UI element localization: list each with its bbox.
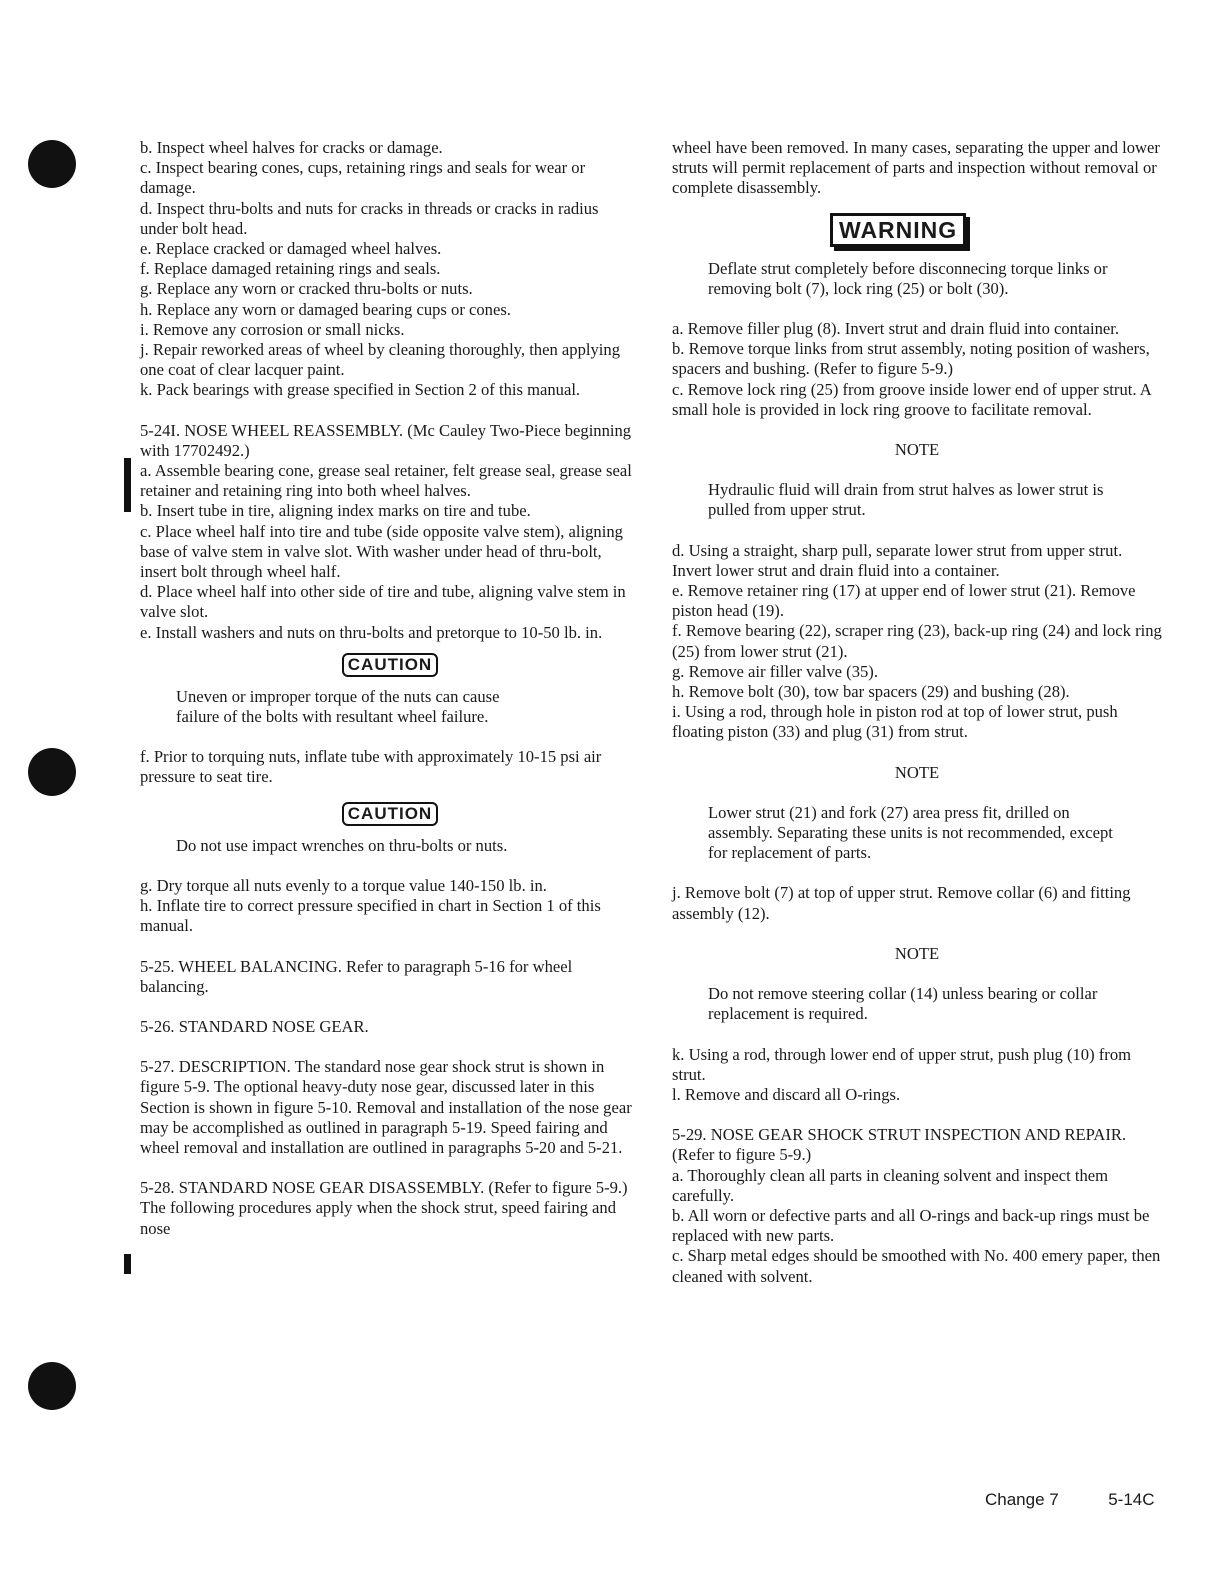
list-item: a. Remove filler plug (8). Invert strut and drain fluid into container.	[672, 319, 1119, 339]
list-item: i. Using a rod, through hole in piston rod at top of lower strut, push floating piston (33) and plug (31) from strut.	[672, 702, 1118, 742]
right-column	[672, 138, 1162, 1287]
list-item: l. Remove and discard all O-rings.	[672, 1084, 901, 1104]
list-item: f. Prior to torquing nuts, inflate tube with approximately 10-15 psi air pressure to seat tire.	[140, 747, 602, 787]
caution-text: Uneven or improper torque of the nuts can cause failure of the bolts with resultant wheel failure.	[176, 686, 500, 727]
list-item: c. Sharp metal edges should be smoothed with No. 400 emery paper, then cleaned with solvent.	[672, 1246, 1161, 1286]
list-item: c. Remove lock ring (25) from groove inside lower end of upper strut. A small hole is provided in lock ring groove to facilitate removal.	[672, 379, 1151, 419]
list-item: k. Using a rod, through lower end of upper strut, push plug (10) from strut.	[672, 1044, 1132, 1084]
binder-hole-middle	[28, 748, 76, 796]
list-item: b. Inspect wheel halves for cracks or damage.	[140, 138, 443, 157]
binder-hole-bottom	[28, 1362, 76, 1410]
warning-badge: WARNING	[830, 213, 966, 247]
note-label: NOTE	[894, 762, 940, 782]
list-item: d. Using a straight, sharp pull, separate lower strut from upper strut. Invert lower strut and drain fluid into a container.	[672, 540, 1123, 580]
paragraph: 5-25. WHEEL BALANCING. Refer to paragraph 5-16 for wheel balancing.	[140, 956, 573, 996]
warning-header	[672, 213, 1162, 247]
list-item: b. Remove torque links from strut assembly, noting position of washers, spacers and bushing. (Refer to figure 5-9.)	[672, 339, 1150, 379]
list-item: g. Dry torque all nuts evenly to a torque value 140-150 lb. in.	[140, 875, 547, 895]
list-item: h. Remove bolt (30), tow bar spacers (29) and bushing (28).	[672, 682, 1070, 702]
paragraph: 5-28. STANDARD NOSE GEAR DISASSEMBLY. (Refer to figure 5-9.) The following procedures apply when the shock strut, speed fairing and nose	[140, 1178, 628, 1238]
list-item: d. Place wheel half into other side of tire and tube, aligning valve stem in valve slot.	[140, 582, 626, 622]
list-item: a. Assemble bearing cone, grease seal retainer, felt grease seal, grease seal retainer and retaining ring into both wheel halves.	[140, 461, 632, 501]
list-item: c. Inspect bearing cones, cups, retaining rings and seals for wear or damage.	[140, 158, 586, 198]
list-item: h. Replace any worn or damaged bearing cups or cones.	[140, 299, 511, 319]
list-item: f. Replace damaged retaining rings and seals.	[140, 259, 441, 279]
page-footer	[985, 1490, 1155, 1510]
section-heading: 5-29. NOSE GEAR SHOCK STRUT INSPECTION AND REPAIR. (Refer to figure 5-9.)	[672, 1125, 1127, 1165]
note-label: NOTE	[894, 943, 940, 963]
binder-hole-top	[28, 140, 76, 188]
caution-header	[140, 802, 640, 826]
change-number: Change 7	[985, 1490, 1059, 1509]
list-item: b. Insert tube in tire, aligning index marks on tire and tube.	[140, 501, 531, 521]
list-item: h. Inflate tire to correct pressure specified in chart in Section 1 of this manual.	[140, 896, 601, 936]
note-text: Hydraulic fluid will drain from strut halves as lower strut is pulled from upper strut.	[708, 480, 1104, 520]
list-item: e. Install washers and nuts on thru-bolts and pretorque to 10-50 lb. in.	[140, 622, 603, 642]
paragraph: wheel have been removed. In many cases, separating the upper and lower struts will permit replacement of parts and inspection without removal or complete disassembly.	[672, 138, 1160, 198]
list-item: d. Inspect thru-bolts and nuts for cracks in threads or cracks in radius under bolt head.	[140, 198, 599, 238]
list-item: j. Remove bolt (7) at top of upper strut. Remove collar (6) and fitting assembly (12).	[672, 883, 1131, 923]
left-column	[140, 138, 640, 1239]
list-item: k. Pack bearings with grease specified in Section 2 of this manual.	[140, 380, 581, 400]
note-text: Lower strut (21) and fork (27) area press fit, drilled on assembly. Separating these units is not recommended, except for replacement of parts.	[708, 802, 1113, 863]
list-item: b. All worn or defective parts and all O-rings and back-up rings must be replaced with new parts.	[672, 1205, 1150, 1246]
list-item: e. Remove retainer ring (17) at upper end of lower strut (21). Remove piston head (19).	[672, 581, 1136, 621]
note-label: NOTE	[894, 440, 940, 460]
list-item: a. Thoroughly clean all parts in cleaning solvent and inspect them carefully.	[672, 1165, 1109, 1205]
list-item: e. Replace cracked or damaged wheel halves.	[140, 239, 442, 259]
caution-badge: CAUTION	[342, 653, 438, 677]
list-item: i. Remove any corrosion or small nicks.	[140, 319, 405, 339]
list-item: g. Remove air filler valve (35).	[672, 661, 878, 681]
section-heading: 5-24I. NOSE WHEEL REASSEMBLY. (Mc Cauley Two-Piece beginning with 17702492.)	[140, 420, 632, 460]
warning-text: Deflate strut completely before disconnecing torque links or removing bolt (7), lock ring (25) or bolt (30).	[708, 258, 1108, 298]
caution-header	[140, 653, 640, 677]
caution-text: Do not use impact wrenches on thru-bolts or nuts.	[176, 835, 508, 855]
page-number: 5-14C	[1108, 1490, 1155, 1509]
list-item: f. Remove bearing (22), scraper ring (23), back-up ring (24) and lock ring (25) from lower strut (21).	[672, 621, 1162, 661]
list-item: j. Repair reworked areas of wheel by cleaning thoroughly, then applying one coat of clear lacquer paint.	[140, 340, 620, 380]
caution-badge: CAUTION	[342, 802, 438, 826]
change-bar	[124, 1254, 131, 1274]
paragraph: 5-27. DESCRIPTION. The standard nose gear shock strut is shown in figure 5-9. The optional heavy-duty nose gear, discussed later in this Section is shown in figure 5-10. Removal and installation of the nose gear may be accomplished as outlined in paragraph 5-19. Speed fairing and wheel removal and installation are outlined in paragraphs 5-20 and 5-21.	[140, 1057, 632, 1157]
section-heading: 5-26. STANDARD NOSE GEAR.	[140, 1016, 369, 1036]
list-item: c. Place wheel half into tire and tube (side opposite valve stem), aligning base of valve stem in valve slot. With washer under head of thru-bolt, insert bolt through wheel half.	[140, 521, 623, 582]
list-item: g. Replace any worn or cracked thru-bolts or nuts.	[140, 279, 473, 299]
change-bar	[124, 458, 131, 512]
note-text: Do not remove steering collar (14) unless bearing or collar replacement is required.	[708, 984, 1098, 1024]
inspection-steps	[140, 138, 640, 401]
